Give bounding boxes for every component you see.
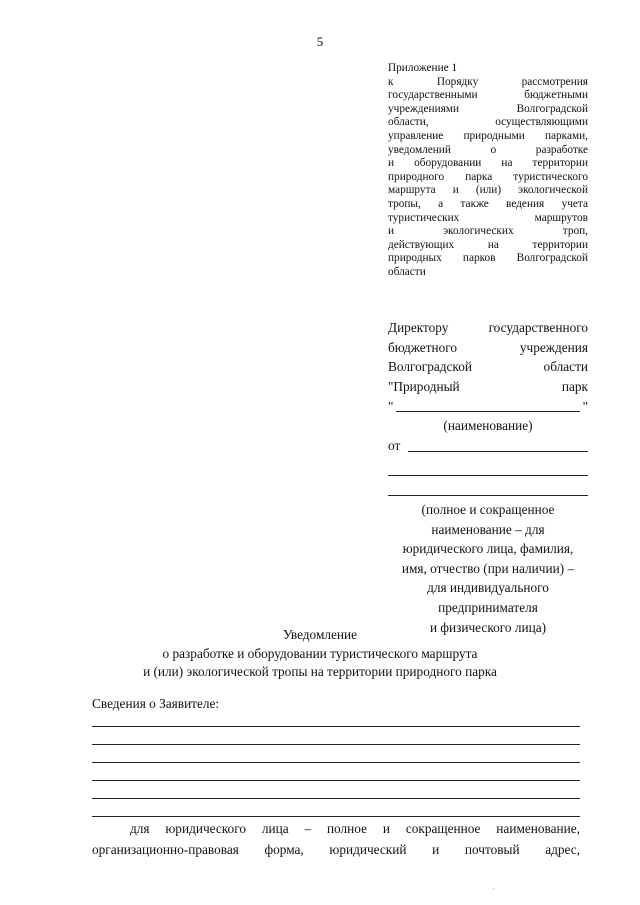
appendix-line: туристических маршрутов xyxy=(388,211,588,224)
applicant-label: Сведения о Заявителе: xyxy=(92,696,220,711)
park-name-underline xyxy=(396,411,579,412)
applicant-blank-line[interactable] xyxy=(92,727,580,745)
addressee-line: Волгоградской области xyxy=(388,359,588,375)
appendix-line: природных парков Волгоградской xyxy=(388,252,588,265)
applicant-blank-line[interactable] xyxy=(92,781,580,799)
scan-speck xyxy=(493,888,494,889)
appendix-line: действующих на территории xyxy=(388,238,588,251)
caption-line: для индивидуального xyxy=(427,580,549,596)
from-field[interactable] xyxy=(388,436,588,456)
page-number: 5 xyxy=(316,34,324,49)
legal-entity-paragraph xyxy=(92,818,580,860)
addressee-block xyxy=(388,318,588,637)
from-blank-line[interactable] xyxy=(388,476,588,496)
appendix-block xyxy=(388,62,588,280)
addressee-line: Директору государственного xyxy=(388,320,588,335)
park-name-field[interactable] xyxy=(388,396,588,416)
applicant-blank-line[interactable] xyxy=(92,713,580,727)
appendix-line: природного парка туристического xyxy=(388,170,588,183)
appendix-line: тропы, а также ведения учета xyxy=(388,197,588,210)
from-blank-line[interactable] xyxy=(388,456,588,476)
appendix-line: уведомлений о разработке xyxy=(388,143,588,156)
addressee-line: "Природный парк xyxy=(388,378,588,394)
appendix-line: и экологических троп, xyxy=(388,225,588,238)
paragraph-line: организационно-правовая форма, юридический и почтовый адрес, xyxy=(92,842,580,857)
quote-close: " xyxy=(582,398,588,414)
caption-line: (полное и сокращенное xyxy=(421,501,555,517)
notice-subtitle-line: о разработке и оборудовании туристического маршрута xyxy=(162,645,478,661)
applicant-blank-line[interactable] xyxy=(92,799,580,817)
appendix-line: к Порядку рассмотрения xyxy=(388,75,588,88)
from-underline xyxy=(408,451,588,452)
appendix-line: области, осуществляющими xyxy=(388,116,588,129)
paragraph-line: для юридического лица – полное и сокращенное наименование, xyxy=(130,821,580,836)
caption-line: юридического лица, фамилия, xyxy=(402,541,574,557)
appendix-line: области xyxy=(388,265,426,278)
caption-line: и физического лица) xyxy=(429,619,547,635)
appendix-line: и оборудовании на территории xyxy=(388,157,588,170)
applicant-caption xyxy=(388,500,588,637)
quote-open: " xyxy=(388,398,394,414)
notice-heading xyxy=(0,626,640,682)
notice-subtitle-line: и (или) экологической тропы на территории природного парка xyxy=(143,664,497,679)
applicant-blank-line[interactable] xyxy=(92,745,580,763)
name-caption: (наименование) xyxy=(443,418,533,434)
notice-title: Уведомление xyxy=(282,627,358,642)
appendix-line: учреждениями Волгоградской xyxy=(388,102,588,115)
applicant-section xyxy=(92,695,580,817)
caption-line: наименование – для xyxy=(431,521,545,537)
caption-line: предпринимателя xyxy=(438,599,538,615)
appendix-line: маршрута и (или) экологической xyxy=(388,184,588,197)
addressee-line: бюджетного учреждения xyxy=(388,339,588,355)
appendix-line: государственными бюджетными xyxy=(388,89,588,102)
appendix-line: управление природными парками, xyxy=(388,129,588,142)
appendix-title: Приложение 1 xyxy=(388,62,458,74)
caption-line: имя, отчество (при наличии) – xyxy=(401,560,575,576)
from-label: от xyxy=(388,438,401,454)
applicant-blank-line[interactable] xyxy=(92,763,580,781)
